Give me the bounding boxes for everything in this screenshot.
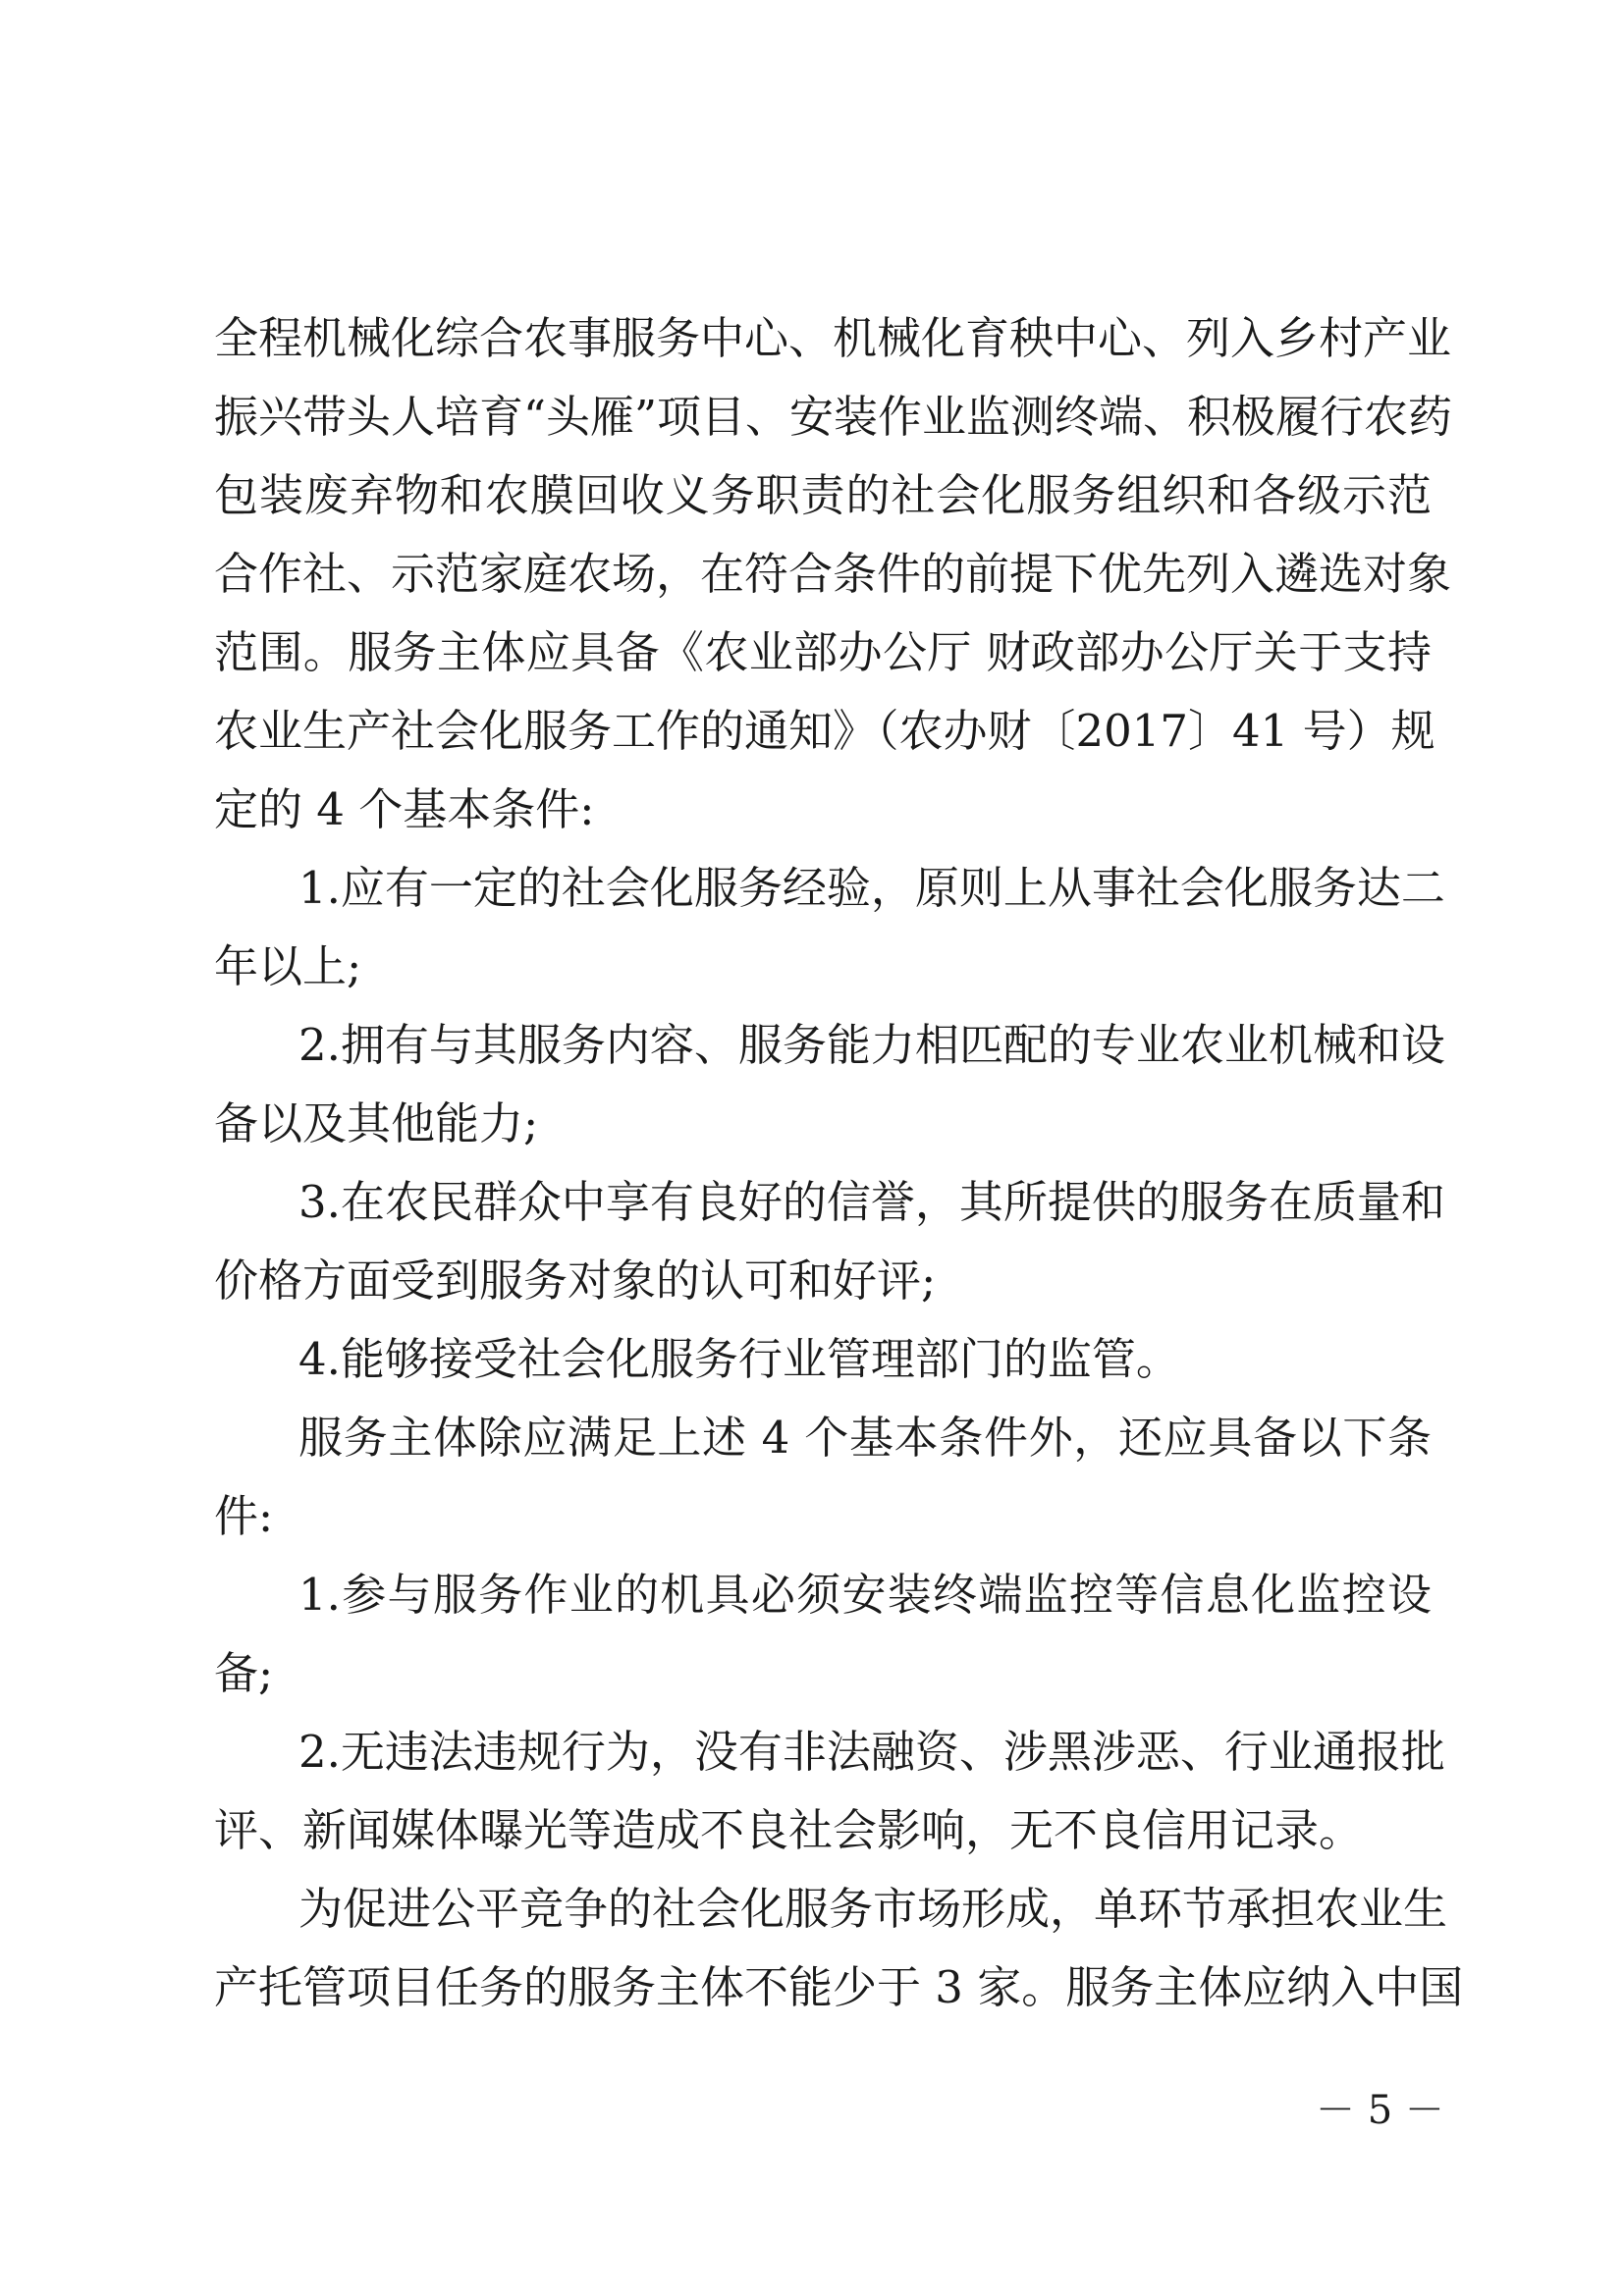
text-line: 评、新闻媒体曝光等造成不良社会影响，无不良信用记录。 (214, 1804, 1364, 1856)
text-line: 1.参与服务作业的机具必须安装终端监控等信息化监控设 (298, 1569, 1432, 1621)
text-line: 备以及其他能力; (214, 1097, 539, 1149)
text-line: 全程机械化综合农事服务中心、机械化育秧中心、列入乡村产业 (214, 312, 1452, 364)
text-line: 2.无违法违规行为，没有非法融资、涉黑涉恶、行业通报批 (298, 1726, 1445, 1778)
text-line: 包装废弃物和农膜回收义务职责的社会化服务组织和各级示范 (214, 469, 1432, 521)
text-line: 价格方面受到服务对象的认可和好评; (214, 1255, 937, 1307)
text-line: 定的 4 个基本条件: (214, 783, 595, 835)
text-line: 备; (214, 1647, 274, 1699)
text-line: 合作社、示范家庭农场，在符合条件的前提下优先列入遴选对象 (214, 548, 1452, 600)
text-line: 4.能够接受社会化服务行业管理部门的监管。 (298, 1333, 1180, 1385)
text-line: 振兴带头人培育“头雁”项目、安装作业监测终端、积极履行农药 (214, 391, 1453, 443)
page-number: － 5 － (1316, 2088, 1444, 2133)
text-line: 服务主体除应满足上述 4 个基本条件外，还应具备以下条 (298, 1412, 1432, 1464)
text-line: 2.拥有与其服务内容、服务能力相匹配的专业农业机械和设 (298, 1019, 1445, 1071)
text-line: 件: (214, 1490, 274, 1542)
text-line: 年以上; (214, 940, 362, 992)
text-line: 为促进公平竞争的社会化服务市场形成，单环节承担农业生 (298, 1883, 1448, 1935)
text-line: 1.应有一定的社会化服务经验，原则上从事社会化服务达二 (298, 862, 1445, 914)
text-line: 3.在农民群众中享有良好的信誉，其所提供的服务在质量和 (298, 1176, 1445, 1228)
text-line: 范围。服务主体应具备《农业部办公厅 财政部办公厅关于支持 (214, 626, 1432, 678)
text-line: 产托管项目任务的服务主体不能少于 3 家。服务主体应纳入中国 (214, 1961, 1464, 2013)
text-line: 农业生产社会化服务工作的通知》（农办财〔2017〕41 号）规 (214, 705, 1435, 757)
